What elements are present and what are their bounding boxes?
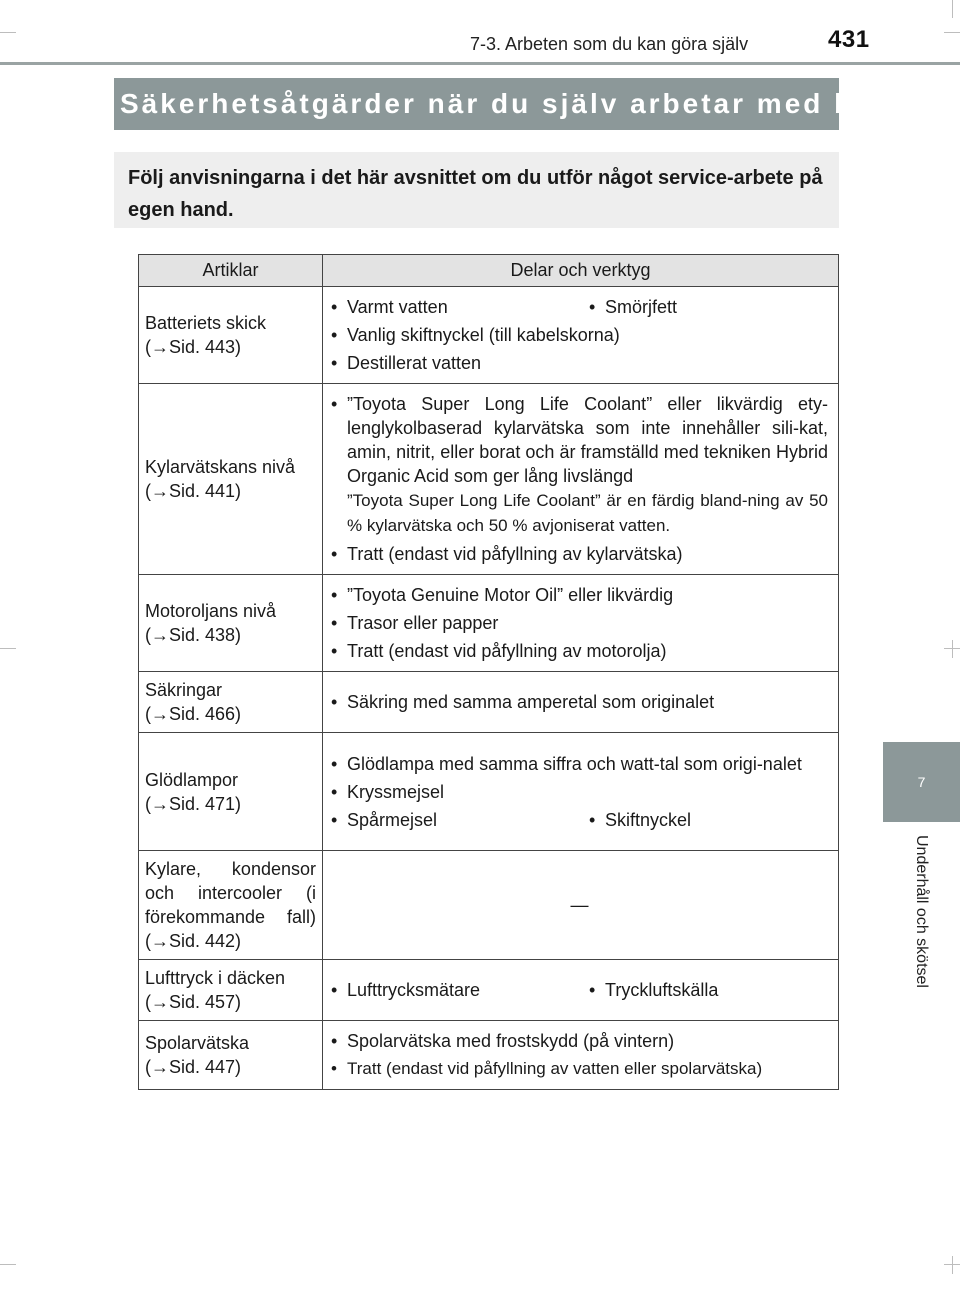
crop-mark: [952, 0, 953, 18]
section-title: Säkerhetsåtgärder när du själv arbetar med bilen: [114, 78, 839, 130]
crop-mark: [0, 32, 16, 33]
table-header-row: [139, 255, 839, 287]
crop-mark: [944, 32, 960, 33]
list-item: • ”Toyota Super Long Life Coolant” eller likvärdig ety-lenglykolbaserad kylarvätska som inte innehåller sili-kat, amin, nitrit, eller borat och är framställd med tekniken Hybrid Organic Acid som ger lång livslängd ”Toyota Super Long Life Coolant” är en färdig bland-ning av 50 % kylarvätska och 50 % avjoniserat vatten.: [331, 394, 828, 535]
tools-cell: [323, 384, 839, 575]
list-item: • Trasor eller papper: [331, 613, 499, 633]
article-cell: Kylare, kondensor och intercooler (i förekommande fall) (→Sid. 442): [139, 851, 323, 960]
article-cell: Batteriets skick (→Sid. 443): [139, 287, 323, 384]
table-row: [139, 733, 839, 851]
tools-cell: [323, 287, 839, 384]
intro-box: Följ anvisningarna i det här avsnittet om du utför något service-arbete på egen hand.: [114, 152, 839, 228]
tools-cell: [323, 733, 839, 851]
list-item: • Tratt (endast vid påfyllning av motorolja): [331, 641, 667, 661]
chapter-title: 7-3. Arbeten som du kan göra själv: [470, 34, 749, 54]
list-item: • Lufttrycksmätare: [331, 980, 481, 1000]
table-row: [139, 672, 839, 733]
coolant-description: ”Toyota Super Long Life Coolant” eller likvärdig ety-lenglykolbaserad kylarvätska som inte innehåller sili-kat, amin, nitrit, eller borat och är framställd med tekniken Hybrid Organic Acid som ger lång livslängd: [347, 394, 828, 486]
article-cell: Lufttryck i däcken (→Sid. 457): [139, 960, 323, 1021]
list-item: • Smörjfett: [589, 297, 678, 317]
crop-mark: [0, 648, 16, 649]
tools-cell: [323, 575, 839, 672]
list-item: • Tratt (endast vid påfyllning av kylarvätska): [331, 544, 683, 564]
article-cell: Spolarvätska (→Sid. 447): [139, 1021, 323, 1090]
list-item: • Destillerat vatten: [331, 353, 482, 373]
table-row: [139, 1021, 839, 1090]
list-item: • Glödlampa med samma siffra och watt-tal som origi-nalet: [331, 753, 802, 774]
table-row: [139, 960, 839, 1021]
list-item: • Tratt (endast vid påfyllning av vatten eller spolarvätska): [331, 1059, 763, 1078]
list-item: • Säkring med samma amperetal som originalet: [331, 692, 715, 712]
crop-mark: [0, 1264, 16, 1265]
chapter-tab[interactable]: 7: [883, 742, 960, 822]
table-row: [139, 851, 839, 960]
list-item: • Kryssmejsel: [331, 781, 445, 802]
article-cell: Kylarvätskans nivå (→Sid. 441): [139, 384, 323, 575]
table-row: [139, 384, 839, 575]
article-cell: Motoroljans nivå (→Sid. 438): [139, 575, 323, 672]
header-rule: [0, 62, 960, 65]
list-item: • ”Toyota Genuine Motor Oil” eller likvärdig: [331, 585, 674, 605]
list-item: • Varmt vatten: [331, 297, 448, 317]
crop-mark: [952, 640, 953, 658]
column-header-articles: Artiklar: [139, 255, 323, 287]
list-item: • Spårmejsel: [331, 809, 438, 830]
coolant-note: ”Toyota Super Long Life Coolant” är en färdig bland-ning av 50 % kylarvätska och 50 % avjoniserat vatten.: [347, 491, 828, 535]
table-row: [139, 575, 839, 672]
article-cell: Säkringar (→Sid. 466): [139, 672, 323, 733]
tools-cell: [323, 960, 839, 1021]
tools-cell: [323, 672, 839, 733]
list-item: • Vanlig skiftnyckel (till kabelskorna): [331, 325, 620, 345]
crop-mark: [944, 1264, 960, 1265]
table-row: [139, 287, 839, 384]
crop-mark: [944, 648, 960, 649]
tools-cell: [323, 1021, 839, 1090]
article-cell: Glödlampor (→Sid. 471): [139, 733, 323, 851]
tools-cell-empty: —: [323, 851, 839, 960]
list-item: • Tryckluftskälla: [589, 980, 719, 1000]
parts-table: [138, 254, 839, 1090]
list-item: • Skiftnyckel: [589, 809, 692, 830]
page-number: 431: [828, 26, 870, 53]
crop-mark: [952, 1256, 953, 1274]
chapter-tab-label: Underhåll och skötsel: [913, 835, 930, 988]
list-item: • Spolarvätska med frostskydd (på vintern): [331, 1031, 675, 1051]
column-header-tools: Delar och verktyg: [323, 255, 839, 287]
